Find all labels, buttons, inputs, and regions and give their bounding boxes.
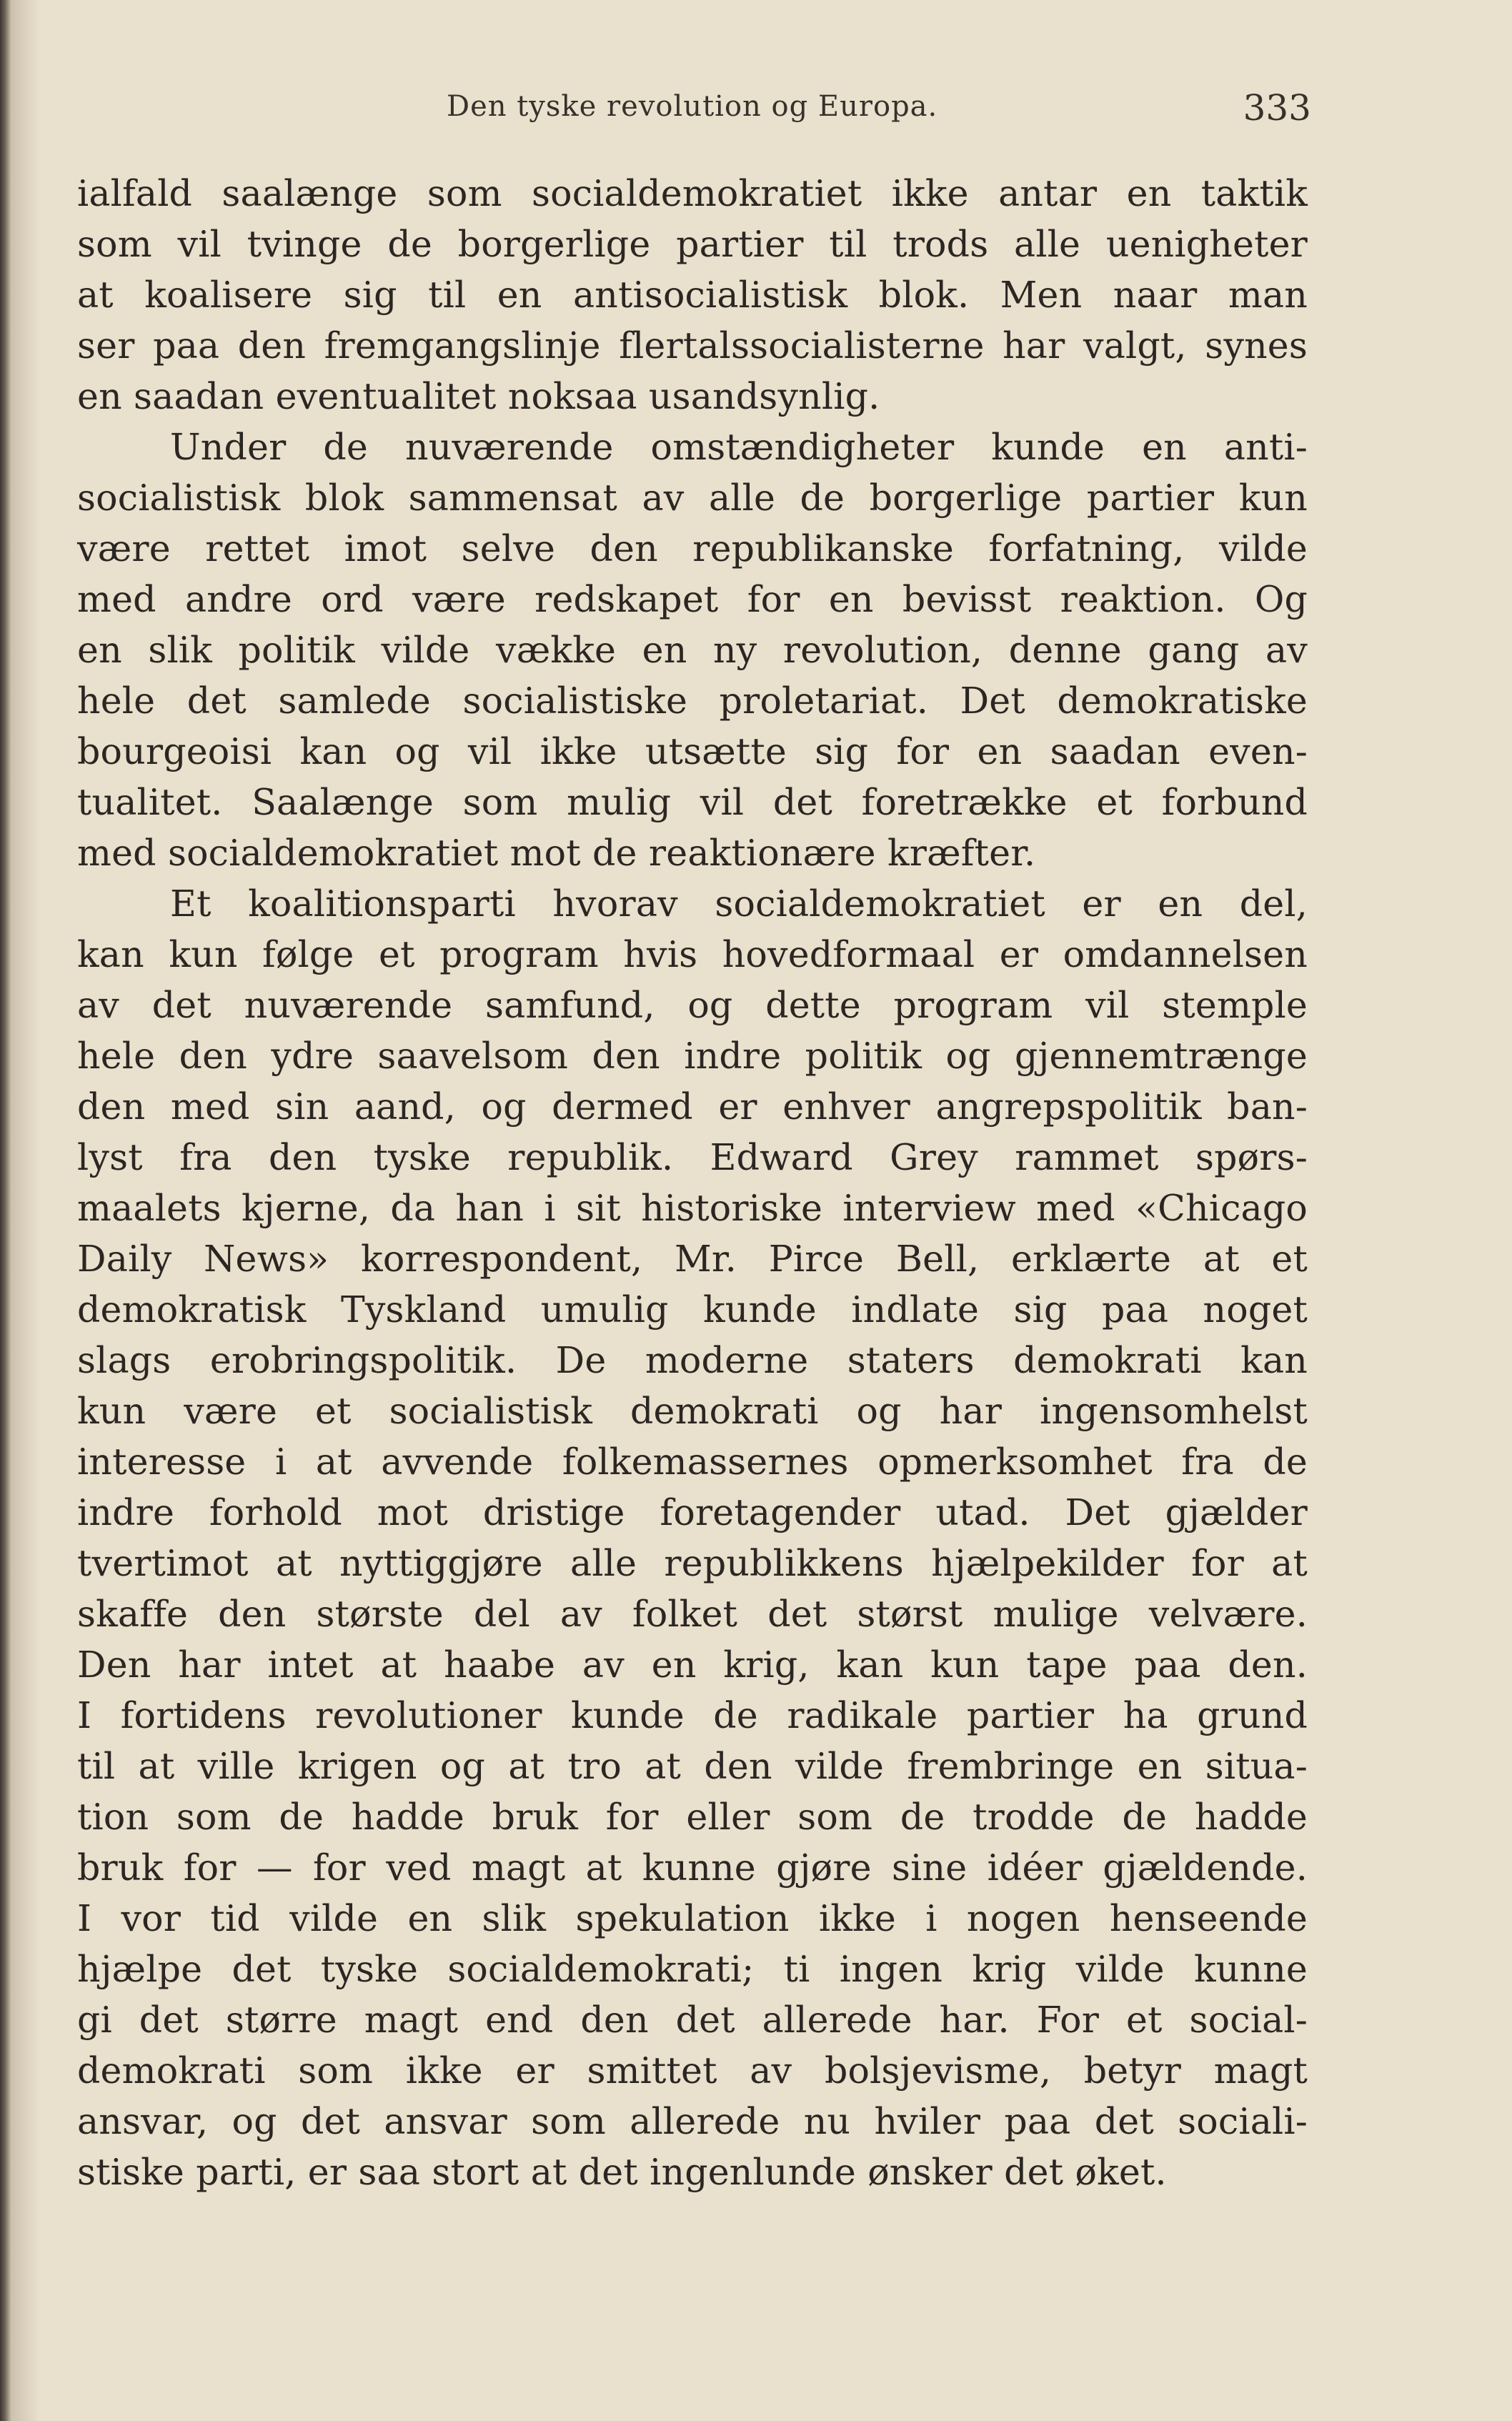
text-line: hele det samlede socialistiske proletariat. Det demokratiske bbox=[77, 680, 1308, 722]
text-line: interesse i at avvende folkemassernes opmerksomhet fra de bbox=[77, 1441, 1308, 1483]
text-line: være rettet imot selve den republikanske forfatning, vilde bbox=[77, 527, 1308, 570]
text-line: I vor tid vilde en slik spekulation ikke i nogen henseende bbox=[77, 1897, 1308, 1939]
text-line: demokrati som ikke er smittet av bolsjevisme, betyr magt bbox=[77, 2049, 1308, 2092]
text-line: kun være et socialistisk demokrati og har ingensomhelst bbox=[77, 1390, 1308, 1432]
text-line: hele den ydre saavelsom den indre politik og gjennemtrænge bbox=[77, 1035, 1308, 1077]
text-line: tualitet. Saalænge som mulig vil det foretrække et forbund bbox=[77, 781, 1308, 823]
text-line: skaffe den største del av folket det størst mulige velvære. bbox=[77, 1593, 1308, 1635]
text-line: tion som de hadde bruk for eller som de trodde de hadde bbox=[77, 1796, 1308, 1838]
book-binding-edge bbox=[0, 0, 11, 2421]
text-line: kan kun følge et program hvis hovedformaal er omdannelsen bbox=[77, 933, 1308, 975]
text-line: en saadan eventualitet noksaa usandsynlig. bbox=[77, 375, 880, 417]
text-line: socialistisk blok sammensat av alle de borgerlige partier kun bbox=[77, 477, 1308, 519]
page-header bbox=[79, 84, 1311, 134]
text-line: ser paa den fremgangslinje flertalssocialisterne har valgt, synes bbox=[77, 324, 1308, 367]
text-line: den med sin aand, og dermed er enhver angrepspolitik ban- bbox=[77, 1085, 1308, 1128]
text-line: gi det større magt end den det allerede har. For et social- bbox=[77, 1999, 1308, 2041]
text-line: slags erobringspolitik. De moderne staters demokrati kan bbox=[77, 1339, 1308, 1381]
text-line: stiske parti, er saa stort at det ingenlunde ønsker det øket. bbox=[77, 2151, 1167, 2193]
text-line: ansvar, og det ansvar som allerede nu hviler paa det sociali- bbox=[77, 2100, 1308, 2142]
text-line: tvertimot at nyttiggjøre alle republikkens hjælpekilder for at bbox=[77, 1542, 1308, 1584]
text-line: maalets kjerne, da han i sit historiske interview med «Chicago bbox=[77, 1187, 1308, 1229]
text-line: Den har intet at haabe av en krig, kan kun tape paa den. bbox=[77, 1644, 1308, 1686]
text-line: bruk for — for ved magt at kunne gjøre sine idéer gjældende. bbox=[77, 1846, 1308, 1889]
text-line: indre forhold mot dristige foretagender utad. Det gjælder bbox=[77, 1491, 1308, 1533]
text-line: bourgeoisi kan og vil ikke utsætte sig for en saadan even- bbox=[77, 730, 1308, 772]
text-line: av det nuværende samfund, og dette program vil stemple bbox=[77, 984, 1308, 1026]
body-text bbox=[77, 168, 1308, 2197]
text-line: Daily News» korrespondent, Mr. Pirce Bell, erklærte at et bbox=[77, 1238, 1308, 1280]
running-title: Den tyske revolution og Europa. bbox=[447, 90, 938, 123]
text-line: demokratisk Tyskland umulig kunde indlate sig paa noget bbox=[77, 1288, 1308, 1331]
page-gutter-shadow bbox=[11, 0, 40, 2421]
text-line: Under de nuværende omstændigheter kunde en anti- bbox=[170, 426, 1308, 468]
page-number: 333 bbox=[1243, 87, 1311, 129]
text-line: med socialdemokratiet mot de reaktionære kræfter. bbox=[77, 832, 1036, 874]
text-line: lyst fra den tyske republik. Edward Grey rammet spørs- bbox=[77, 1136, 1308, 1178]
text-line: Et koalitionsparti hvorav socialdemokratiet er en del, bbox=[170, 883, 1308, 925]
text-line: I fortidens revolutioner kunde de radikale partier ha grund bbox=[77, 1694, 1308, 1736]
text-line: som vil tvinge de borgerlige partier til trods alle uenigheter bbox=[77, 223, 1308, 265]
text-line: hjælpe det tyske socialdemokrati; ti ingen krig vilde kunne bbox=[77, 1948, 1308, 1990]
text-line: til at ville krigen og at tro at den vilde frembringe en situa- bbox=[77, 1745, 1308, 1787]
text-line: med andre ord være redskapet for en bevisst reaktion. Og bbox=[77, 578, 1308, 620]
text-line: at koalisere sig til en antisocialistisk blok. Men naar man bbox=[77, 274, 1308, 316]
text-line: en slik politik vilde vække en ny revolution, denne gang av bbox=[77, 629, 1308, 671]
text-line: ialfald saalænge som socialdemokratiet ikke antar en taktik bbox=[77, 172, 1308, 214]
